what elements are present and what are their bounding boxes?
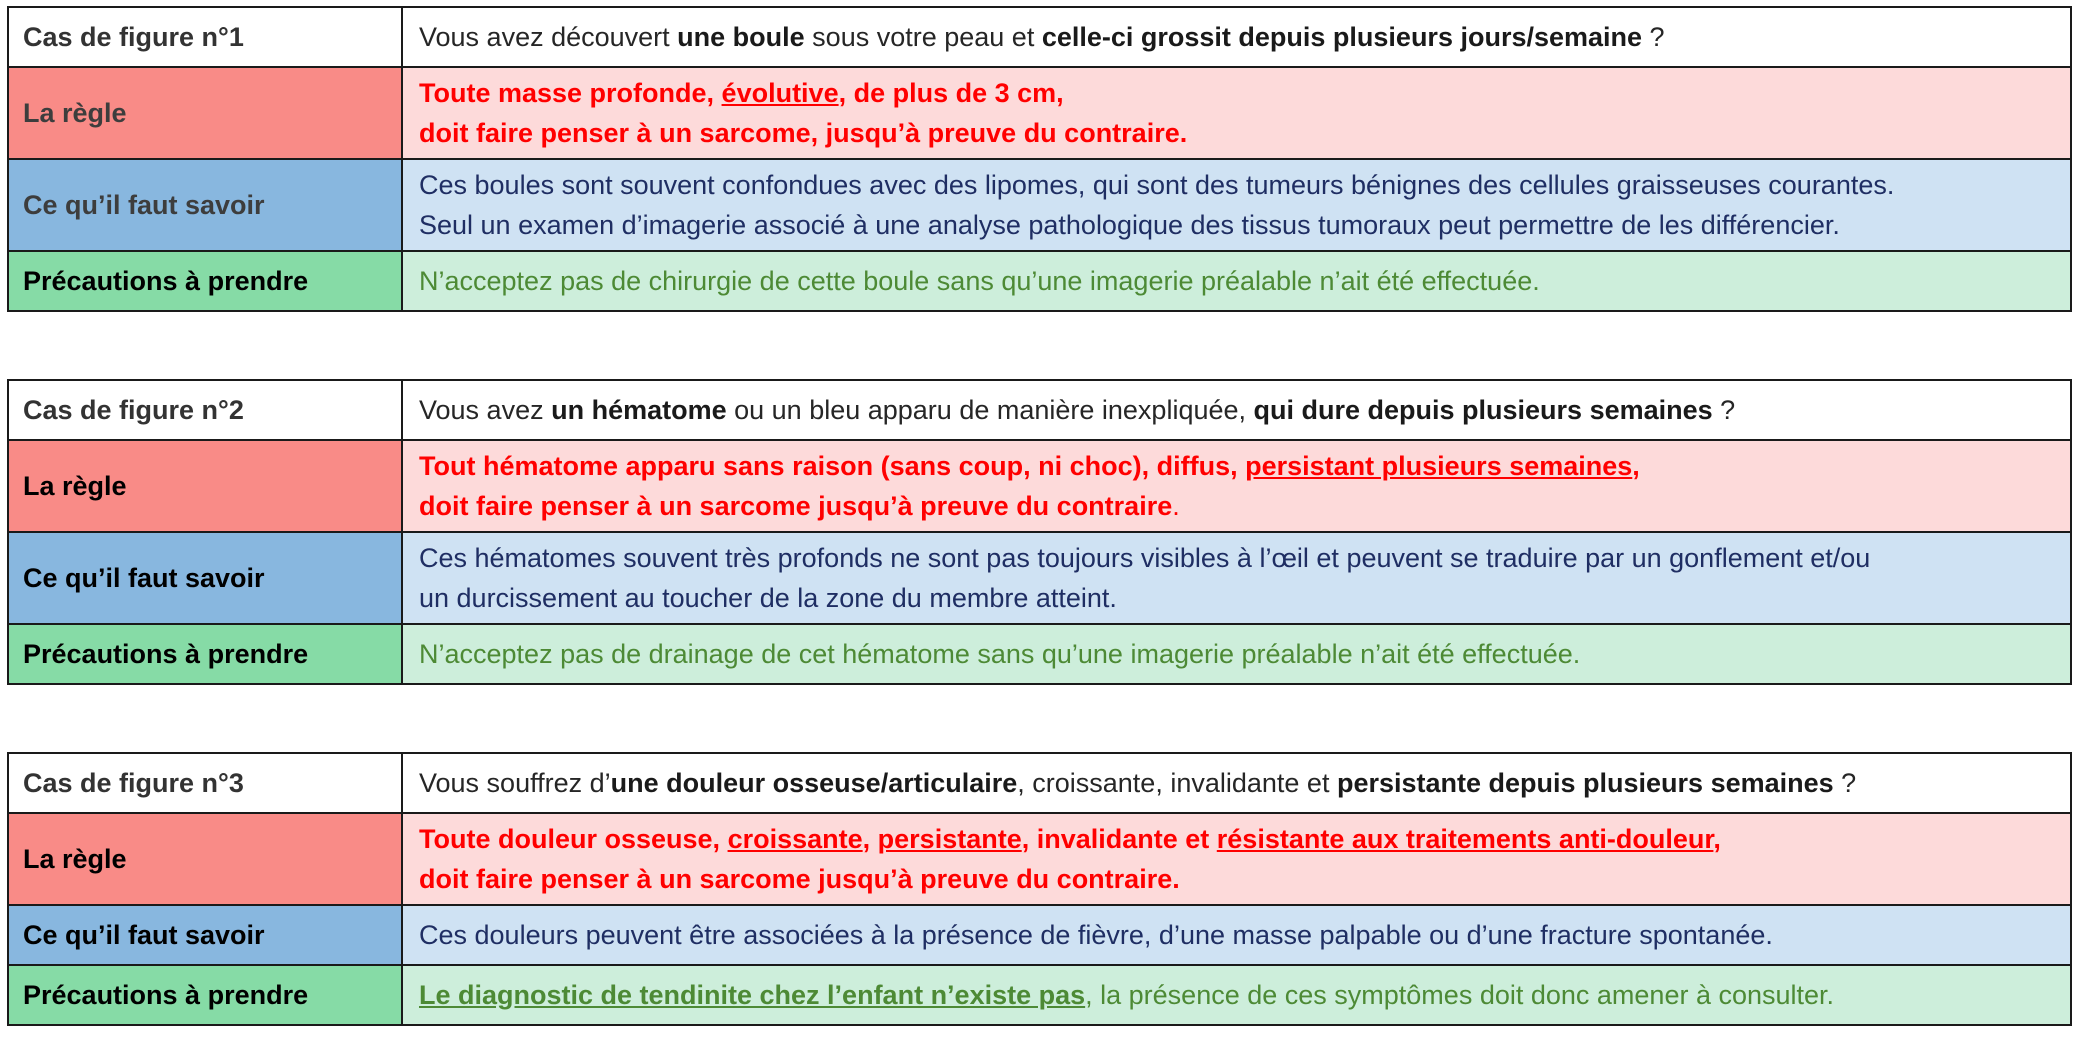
rule-line-2: doit faire penser à un sarcome jusqu’à preuve du contraire.: [419, 864, 1180, 894]
precaution-text: N’acceptez pas de drainage de cet hématome sans qu’une imagerie préalable n’ait été effectuée.: [402, 624, 2071, 684]
rule-line-1: [419, 73, 2054, 113]
know-line-1: Ces hématomes souvent très profonds ne sont pas toujours visibles à l’œil et peuvent se traduire par un gonflement et/ou: [419, 543, 1871, 573]
know-row: [8, 905, 2071, 965]
know-text: [402, 159, 2071, 251]
rule-fragment: Tout hématome apparu sans raison (sans coup, ni choc), diffus,: [419, 451, 1246, 481]
rule-fragment: ,: [1632, 451, 1640, 481]
know-label: Ce qu’il faut savoir: [8, 532, 402, 624]
precaution-row: [8, 965, 2071, 1025]
rule-fragment: Toute masse profonde,: [419, 78, 722, 108]
know-text: [402, 532, 2071, 624]
rule-fragment: .: [1172, 491, 1180, 521]
case-header-row: [8, 7, 2071, 67]
rule-underlined: évolutive: [721, 78, 839, 108]
rule-line-1: [419, 819, 2054, 859]
rule-line-1: [419, 446, 2054, 486]
question-text: , croissante, invalidante et: [1017, 768, 1337, 798]
know-row: [8, 159, 2071, 251]
rule-underlined: persistant plusieurs semaines: [1245, 451, 1633, 481]
rule-label: La règle: [8, 440, 402, 532]
rule-text: [402, 813, 2071, 905]
precaution-label: Précautions à prendre: [8, 251, 402, 311]
case-table-3: [7, 752, 2072, 1026]
case-question: [402, 7, 2071, 67]
question-text: Vous souffrez d’: [419, 768, 611, 798]
rule-fragment: ,: [862, 824, 878, 854]
precaution-row: [8, 251, 2071, 311]
precaution-row: [8, 624, 2071, 684]
question-bold: qui dure depuis plusieurs semaines: [1253, 395, 1713, 425]
rule-line-2: [419, 486, 2054, 526]
rule-fragment: , invalidante et: [1021, 824, 1217, 854]
precaution-fragment: , la présence de ces symptômes doit donc amener à consulter.: [1085, 980, 1835, 1010]
rule-text: [402, 67, 2071, 159]
question-text: ?: [1833, 768, 1857, 798]
precaution-label: Précautions à prendre: [8, 624, 402, 684]
question-bold: persistante depuis plusieurs semaines: [1336, 768, 1834, 798]
case-title: Cas de figure n°2: [8, 380, 402, 440]
know-label: Ce qu’il faut savoir: [8, 159, 402, 251]
question-text: ou un bleu apparu de manière inexpliquée,: [726, 395, 1254, 425]
rule-label: La règle: [8, 813, 402, 905]
case-question: [402, 380, 2071, 440]
rule-fragment: doit faire penser à un sarcome jusqu’à preuve du contraire: [419, 491, 1173, 521]
case-title: Cas de figure n°3: [8, 753, 402, 813]
case-table-1: [7, 6, 2072, 312]
rule-underlined: persistante: [877, 824, 1022, 854]
rule-row: [8, 440, 2071, 532]
question-bold: une boule: [677, 22, 805, 52]
rule-line-2: doit faire penser à un sarcome, jusqu’à preuve du contraire.: [419, 118, 1188, 148]
know-text: Ces douleurs peuvent être associées à la présence de fièvre, d’une masse palpable ou d’une fracture spontanée.: [402, 905, 2071, 965]
case-header-row: [8, 753, 2071, 813]
rule-row: [8, 813, 2071, 905]
precaution-text: N’acceptez pas de chirurgie de cette boule sans qu’une imagerie préalable n’ait été effectuée.: [402, 251, 2071, 311]
rule-underlined: croissante: [727, 824, 863, 854]
question-bold: une douleur osseuse/articulaire: [610, 768, 1018, 798]
rule-row: [8, 67, 2071, 159]
case-title: Cas de figure n°1: [8, 7, 402, 67]
case-question: [402, 753, 2071, 813]
precaution-text: [402, 965, 2071, 1025]
rule-underlined: résistante aux traitements anti-douleur: [1216, 824, 1714, 854]
question-text: ?: [1712, 395, 1736, 425]
question-text: Vous avez: [419, 395, 552, 425]
case-header-row: [8, 380, 2071, 440]
rule-text: [402, 440, 2071, 532]
question-text: sous votre peau et: [804, 22, 1042, 52]
know-row: [8, 532, 2071, 624]
rule-fragment: Toute douleur osseuse,: [419, 824, 728, 854]
rule-fragment: ,: [1713, 824, 1721, 854]
question-text: Vous avez découvert: [419, 22, 678, 52]
know-line-2: un durcissement au toucher de la zone du membre atteint.: [419, 583, 1117, 613]
know-label: Ce qu’il faut savoir: [8, 905, 402, 965]
rule-fragment: , de plus de 3 cm,: [838, 78, 1064, 108]
question-bold: celle-ci grossit depuis plusieurs jours/semaine: [1041, 22, 1643, 52]
question-bold: un hématome: [551, 395, 727, 425]
know-line-2: Seul un examen d’imagerie associé à une analyse pathologique des tissus tumoraux peut permettre de les différencier.: [419, 210, 1840, 240]
question-text: ?: [1642, 22, 1665, 52]
precaution-underlined: Le diagnostic de tendinite chez l’enfant n’existe pas: [419, 980, 1086, 1010]
case-table-2: [7, 379, 2072, 685]
know-line-1: Ces boules sont souvent confondues avec des lipomes, qui sont des tumeurs bénignes des cellules graisseuses courantes.: [419, 170, 1895, 200]
rule-label: La règle: [8, 67, 402, 159]
precaution-label: Précautions à prendre: [8, 965, 402, 1025]
